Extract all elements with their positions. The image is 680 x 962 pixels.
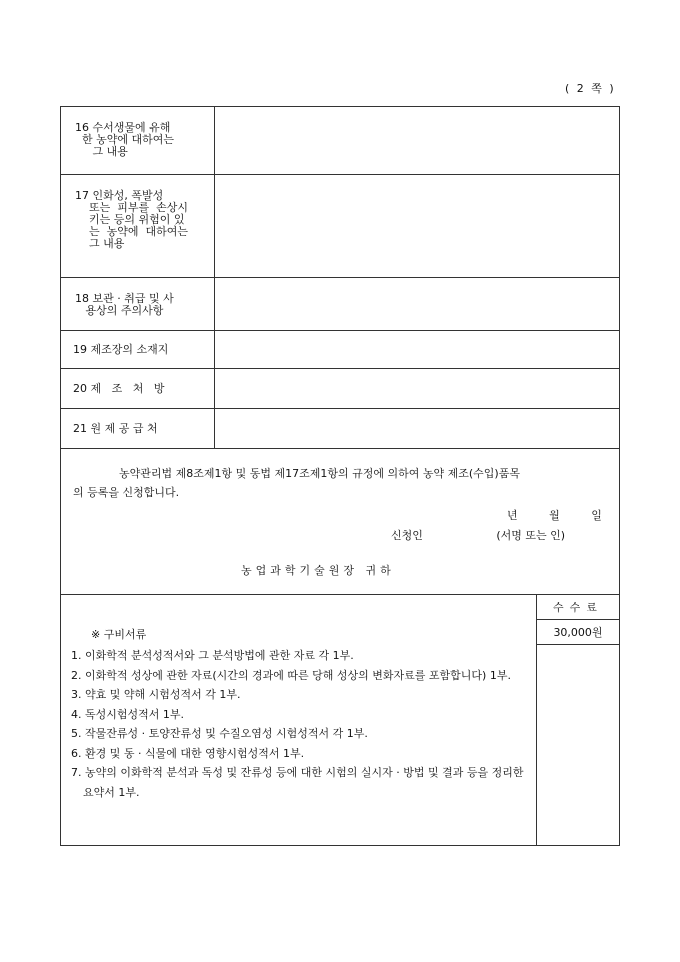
value-cell[interactable]	[215, 107, 619, 174]
declaration-line: 농약관리법 제8조제1항 및 동법 제17조제1항의 규정에 의하여 농약 제조(수입)품목	[119, 467, 520, 480]
application-form	[60, 106, 620, 846]
list-item: 5. 작물잔류성 · 토양잔류성 및 수질오염성 시험성적서 각 1부.	[71, 727, 368, 740]
row-storage-handling	[61, 278, 619, 331]
list-item: 6. 환경 및 동 · 식물에 대한 영향시험성적서 1부.	[71, 746, 305, 760]
value-cell[interactable]	[215, 331, 619, 368]
row-flammability	[61, 175, 619, 278]
fee-column	[537, 595, 619, 845]
row-label	[61, 369, 215, 408]
month-label: 월	[549, 509, 560, 522]
row-aquatic-harm	[61, 107, 619, 175]
list-item: 1. 이화학적 분석성적서와 그 분석방법에 관한 자료 각 1부.	[71, 649, 354, 662]
value-cell[interactable]	[215, 409, 619, 448]
label-line: 16 수서생물에 유해	[75, 121, 171, 134]
value-cell[interactable]	[215, 278, 619, 330]
required-documents	[61, 595, 537, 845]
value-cell[interactable]	[215, 175, 619, 277]
label-line: 는 농약에 대하여는	[75, 225, 188, 238]
row-label	[61, 278, 215, 330]
row-label	[61, 107, 215, 174]
label-line: 17 인화성, 폭발성	[75, 189, 164, 202]
label-line: 18 보관 · 취급 및 사	[75, 292, 174, 305]
label-line: 21 원 제 공 급 처	[73, 421, 158, 435]
list-item: 3. 약효 및 약해 시험성적서 각 1부.	[71, 688, 241, 701]
value-cell[interactable]	[215, 369, 619, 408]
date-line	[507, 507, 602, 523]
signer-line	[391, 527, 565, 543]
row-raw-material-supplier	[61, 409, 619, 449]
label-line: 20 제 조 처 방	[73, 381, 165, 395]
declaration-text	[73, 464, 608, 502]
declaration-line: 의 등록을 신청합니다.	[73, 486, 180, 499]
row-formulation	[61, 369, 619, 409]
declaration-section	[61, 449, 619, 595]
day-label: 일	[591, 509, 602, 522]
applicant-label: 신청인	[391, 529, 423, 542]
documents-list	[71, 646, 533, 802]
label-line: 키는 등의 위험이 있	[75, 213, 185, 226]
label-line: 한 농약에 대하여는	[75, 133, 174, 146]
label-line: 용상의 주의사항	[75, 304, 164, 317]
bottom-section	[61, 595, 619, 845]
list-item: 7. 농약의 이화학적 분석과 독성 및 잔류성 등에 대한 시험의 실시자 · 방법 및 결과 등을 정리한 요약서 1부.	[71, 766, 524, 799]
row-label	[61, 175, 215, 277]
fee-header: 수수료	[537, 595, 619, 620]
label-line: 그 내용	[75, 237, 125, 250]
list-item: 2. 이화학적 성상에 관한 자료(시간의 경과에 따른 당해 성상의 변화자료를 포함합니다) 1부.	[71, 668, 511, 682]
signature-label: (서명 또는 인)	[496, 529, 566, 542]
documents-title: ※ 구비서류	[91, 628, 147, 641]
label-line: 19 제조장의 소재지	[73, 342, 169, 356]
addressee: 농업과학기술원장 귀하	[241, 564, 395, 577]
fee-amount: 30,000원	[537, 620, 619, 645]
page-indicator: ( 2 쪽 )	[565, 82, 616, 95]
row-label	[61, 331, 215, 368]
list-item: 4. 독성시험성적서 1부.	[71, 707, 184, 721]
row-factory-location	[61, 331, 619, 369]
row-label	[61, 409, 215, 448]
year-label: 년	[507, 509, 518, 522]
label-line: 그 내용	[75, 145, 128, 158]
label-line: 또는 피부를 손상시	[75, 201, 188, 214]
